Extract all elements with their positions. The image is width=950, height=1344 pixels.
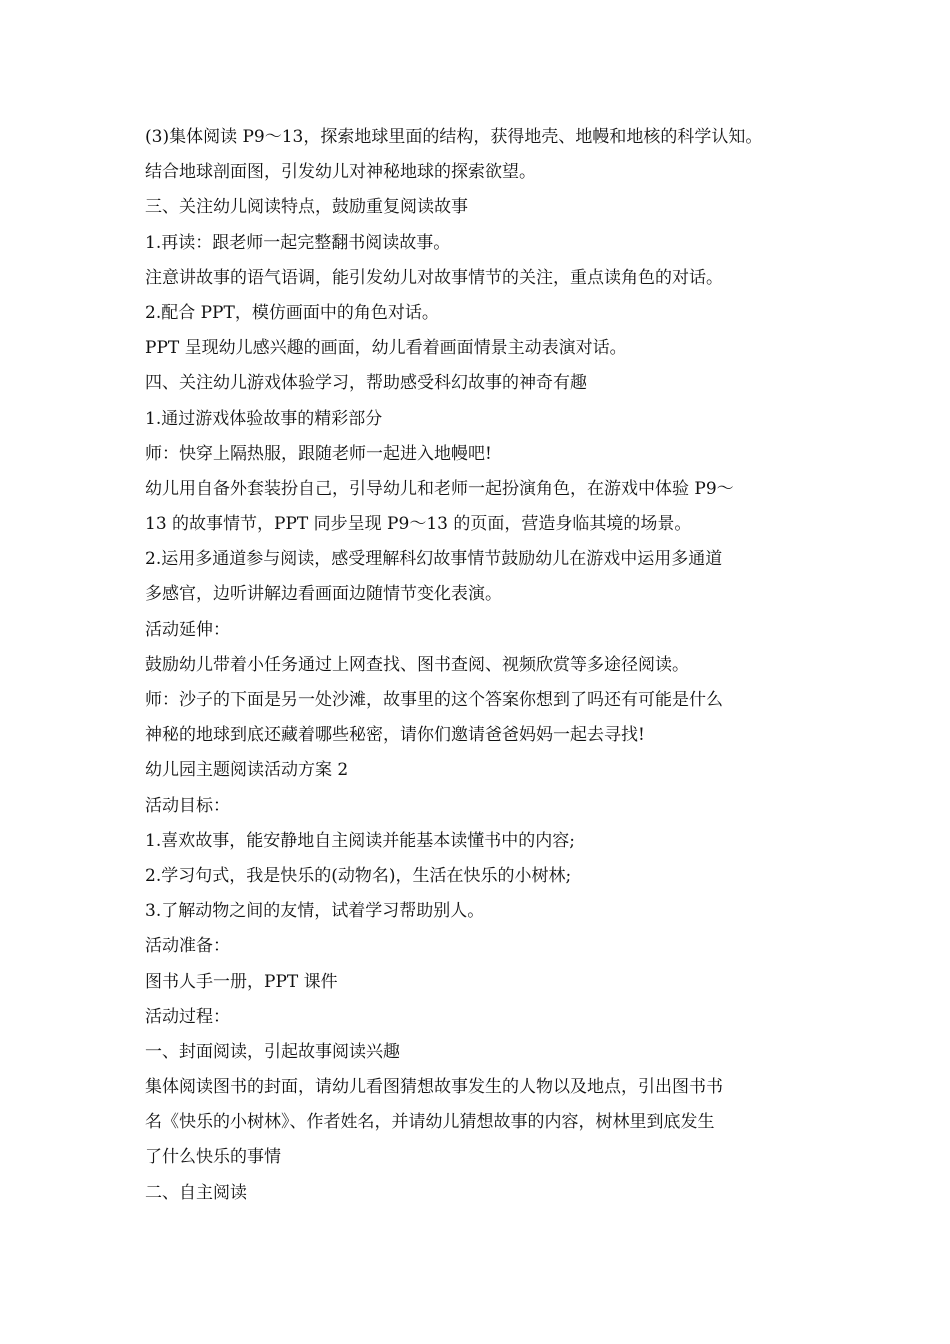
text-line: 鼓励幼儿带着小任务通过上网查找、图书查阅、视频欣赏等多途径阅读。 — [145, 654, 689, 675]
text-line: 1.通过游戏体验故事的精彩部分 — [145, 408, 383, 429]
text-line: 注意讲故事的语气语调，能引发幼儿对故事情节的关注，重点读角色的对话。 — [145, 267, 723, 288]
section-heading: 三、关注幼儿阅读特点，鼓励重复阅读故事 — [145, 197, 468, 218]
list-item: 1.喜欢故事，能安静地自主阅读并能基本读懂书中的内容; — [145, 830, 575, 851]
text-line: 13 的故事情节，PPT 同步呈现 P9～13 的页面，营造身临其境的场景。 — [145, 514, 692, 535]
list-item: 2.学习句式，我是快乐的(动物名)，生活在快乐的小树林; — [145, 865, 572, 886]
text-line: 了什么快乐的事情 — [145, 1147, 281, 1168]
document-title: 幼儿园主题阅读活动方案 2 — [145, 760, 349, 781]
text-line: 师：沙子的下面是另一处沙滩，故事里的这个答案你想到了吗还有可能是什么 — [145, 690, 723, 710]
list-item: 3.了解动物之间的友情，试着学习帮助别人。 — [145, 901, 485, 922]
text-line: 多感官，边听讲解边看画面边随情节变化表演。 — [145, 584, 502, 605]
section-heading: 四、关注幼儿游戏体验学习，帮助感受科幻故事的神奇有趣 — [145, 373, 587, 394]
text-line: 师：快穿上隔热服，跟随老师一起进入地幔吧! — [145, 443, 492, 464]
text-line: 集体阅读图书的封面，请幼儿看图猜想故事发生的人物以及地点，引出图书书 — [145, 1077, 723, 1098]
text-line: 图书人手一册，PPT 课件 — [145, 971, 338, 992]
text-line: 1.再读：跟老师一起完整翻书阅读故事。 — [145, 232, 451, 253]
section-heading: 活动过程： — [145, 1006, 230, 1027]
section-heading: 二、自主阅读 — [145, 1182, 247, 1203]
section-heading: 一、封面阅读，引起故事阅读兴趣 — [145, 1041, 400, 1062]
text-line: (3)集体阅读 P9～13，探索地球里面的结构，获得地壳、地幔和地核的科学认知。 — [145, 127, 763, 147]
text-line: 名《快乐的小树林》、作者姓名，并请幼儿猜想故事的内容，树林里到底发生 — [145, 1112, 715, 1133]
text-line: 结合地球剖面图，引发幼儿对神秘地球的探索欲望。 — [145, 162, 536, 183]
text-line: 幼儿用自备外套装扮自己，引导幼儿和老师一起扮演角色，在游戏中体验 P9～ — [145, 478, 734, 499]
text-line: 2.运用多通道参与阅读，感受理解科幻故事情节鼓励幼儿在游戏中运用多通道 — [145, 549, 723, 570]
section-heading: 活动目标： — [145, 795, 230, 816]
document-body — [145, 120, 825, 1211]
section-heading: 活动延伸： — [145, 619, 230, 640]
text-line: PPT 呈现幼儿感兴趣的画面，幼儿看着画面情景主动表演对话。 — [145, 338, 627, 359]
section-heading: 活动准备： — [145, 936, 230, 957]
text-line: 2.配合 PPT，模仿画面中的角色对话。 — [145, 302, 439, 323]
text-line: 神秘的地球到底还藏着哪些秘密，请你们邀请爸爸妈妈一起去寻找! — [145, 725, 645, 746]
